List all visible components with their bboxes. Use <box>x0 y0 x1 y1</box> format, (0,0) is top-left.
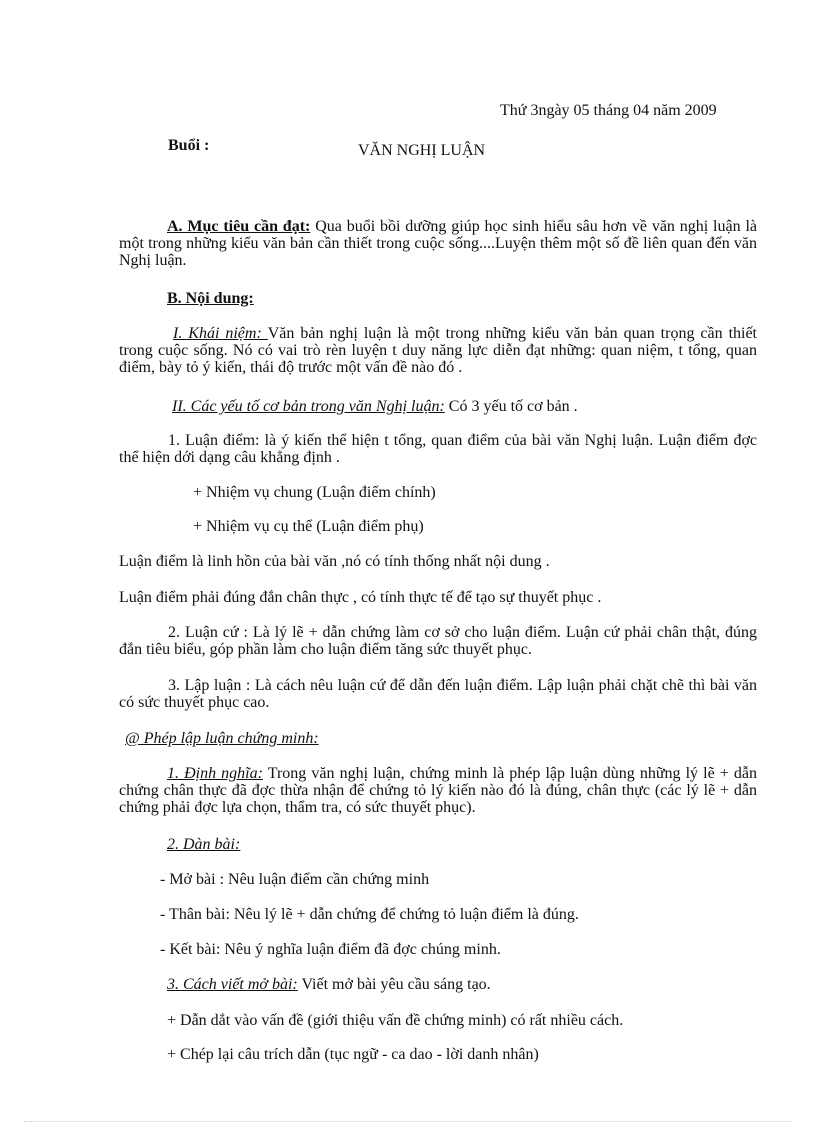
concept-text: Văn bản nghị luận là một trong những kiểu văn bản quan trọng cần thiết trong cuộc sống. Nó có vai trò rèn luyện t duy năng lực diễn đạt những: quan niệm, t tổng, quan điểm, bày tỏ ý kiến, thái độ trước một vấn đề nào đó . <box>119 325 758 376</box>
section-a <box>119 218 757 269</box>
body-line: - Thân bài: Nêu lý lẽ + dẫn chứng để chứng tỏ luận điểm là đúng. <box>160 906 579 923</box>
page-title: VĂN NGHỊ LUẬN <box>358 142 486 159</box>
quote-line: + Chép lại câu trích dẫn (tục ngữ - ca dao - lời danh nhân) <box>167 1046 539 1063</box>
elements-heading: II. Các yếu tố cơ bản trong văn Nghị luận: <box>172 398 445 415</box>
concept-paragraph <box>119 325 757 376</box>
soul-line: Luận điểm là linh hồn của bài văn ,nó có tính thống nhất nội dung . <box>119 553 550 570</box>
lead-in-line: + Dẫn dắt vào vấn đề (giới thiệu vấn đề chứng minh) có rất nhiều cách. <box>167 1012 624 1029</box>
definition-paragraph <box>119 765 757 816</box>
section-a-heading: A. Mục tiêu cần đạt: <box>167 218 311 235</box>
elements-text: Có 3 yếu tố cơ bản . <box>444 398 578 415</box>
how-to-text: Viết mở bài yêu cầu sáng tạo. <box>297 976 491 993</box>
definition-heading: 1. Định nghĩa: <box>167 765 263 782</box>
task-specific: + Nhiệm vụ cụ thể (Luận điểm phụ) <box>193 518 424 535</box>
task-general: + Nhiệm vụ chung (Luận điểm chính) <box>193 484 436 501</box>
date-line: Thứ 3ngày 05 tháng 04 năm 2009 <box>500 102 717 119</box>
section-a-text: Qua buổi bồi dưỡng giúp học sinh hiểu sâu hơn về văn nghị luận là một trong những kiểu văn bản cần thiết trong cuộc sống....Luyện thêm một số đề liên quan đến văn Nghị luận. <box>119 218 757 269</box>
correct-line: Luận điểm phải đúng đắn chân thực , có tính thực tế để tạo sự thuyết phục . <box>119 589 602 606</box>
point-2: 2. Luận cứ : Là lý lẽ + dẫn chứng làm cơ sở cho luận điểm. Luận cứ phải chân thật, đúng đắn tiêu biểu, góp phần làm cho luận điểm tăng sức thuyết phục. <box>119 624 757 658</box>
how-to-line <box>167 976 491 993</box>
section-b-heading: B. Nội dung: <box>167 290 254 307</box>
page-bottom-rule <box>24 1121 792 1122</box>
point-3: 3. Lập luận : Là cách nêu luận cứ để dẫn đến luận điểm. Lập luận phải chặt chẽ thì bài văn có sức thuyết phục cao. <box>119 677 757 711</box>
concept-heading: I. Khái niệm: <box>173 325 268 342</box>
point-1: 1. Luận điểm: là ý kiến thể hiện t tổng, quan điểm của bài văn Nghị luận. Luận điểm đợc thể hiện dới dạng câu khẳng định . <box>119 432 757 466</box>
session-label: Buổi : <box>168 137 210 154</box>
definition-text: Trong văn nghị luận, chứng minh là phép lập luận dùng những lý lẽ + dẫn chứng chân thực đã đợc thừa nhận để chứng tỏ lý kiến nào đó là đúng, chân thực (các lý lẽ + dẫn chứng phải đợc lựa chọn, thẩm tra, có sức thuyết phục). <box>119 765 757 816</box>
elements-line <box>172 398 578 415</box>
closing-line: - Kết bài: Nêu ý nghĩa luận điểm đã đợc chúng minh. <box>160 941 501 958</box>
proof-heading: @ Phép lập luận chứng minh: <box>125 730 319 747</box>
outline-heading: 2. Dàn bài: <box>167 836 241 853</box>
opening-line: - Mở bài : Nêu luận điểm cần chứng minh <box>160 871 430 888</box>
how-to-heading: 3. Cách viết mở bài: <box>167 976 298 993</box>
